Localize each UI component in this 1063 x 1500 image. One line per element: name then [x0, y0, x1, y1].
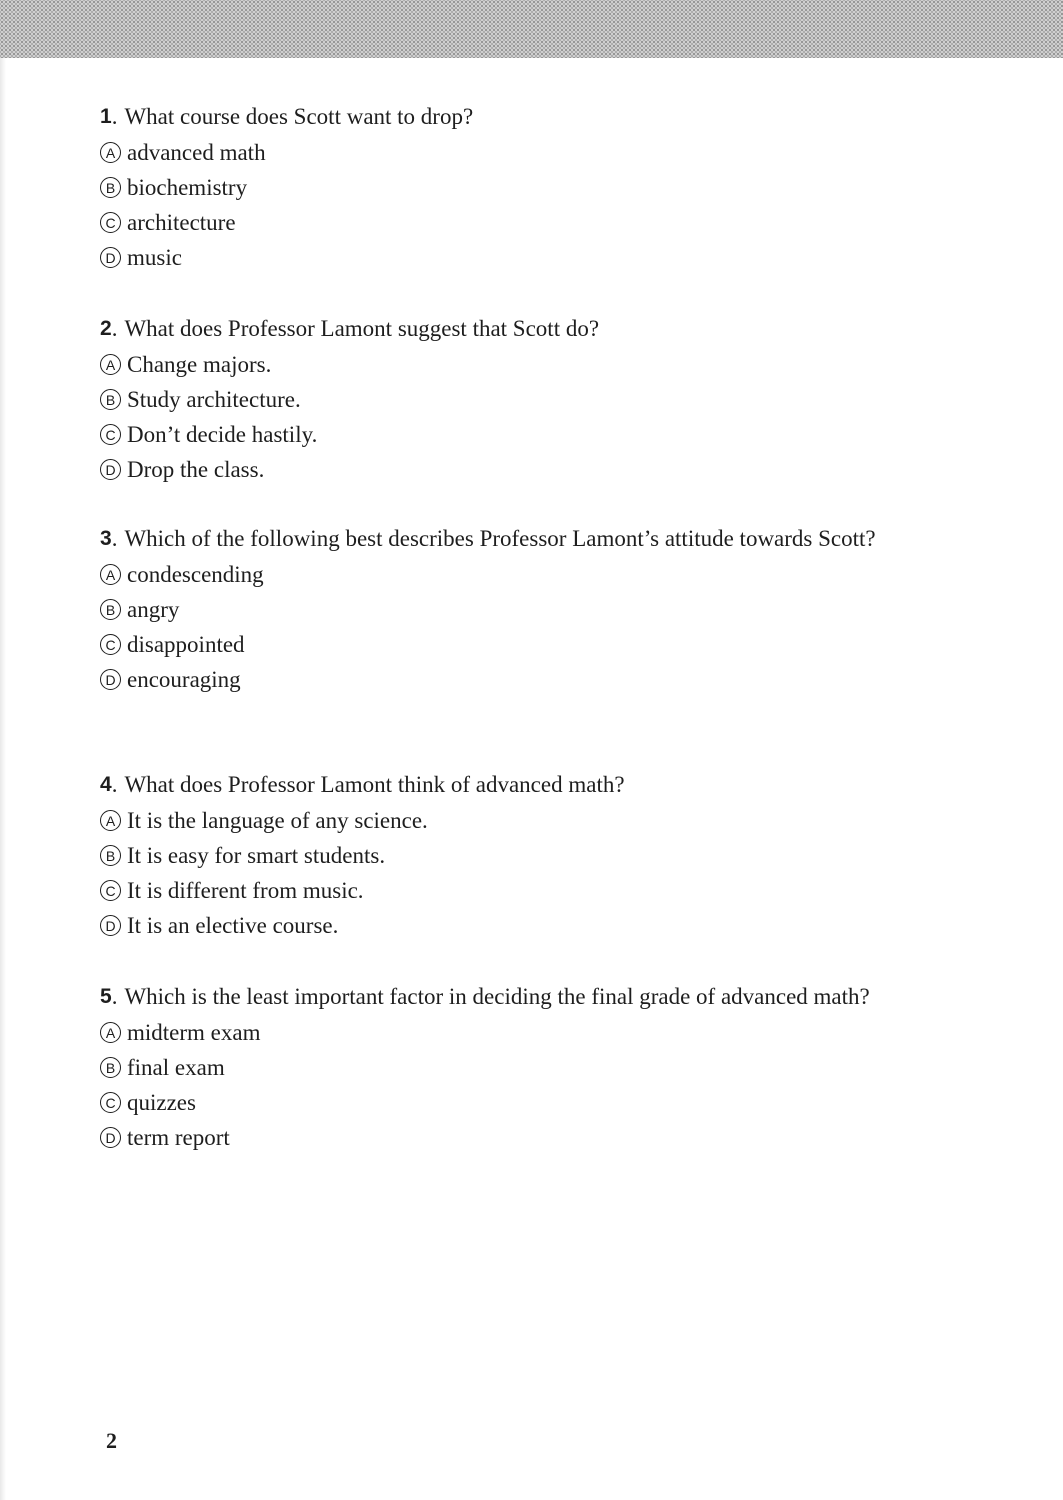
- question-1: [100, 99, 930, 275]
- option-d[interactable]: [100, 452, 930, 487]
- page-number: 2: [106, 1428, 117, 1453]
- question-text: What course does Scott want to drop?: [124, 104, 474, 129]
- option-d[interactable]: [100, 1120, 930, 1155]
- option-a[interactable]: [100, 557, 930, 592]
- option-d[interactable]: [100, 662, 930, 697]
- circled-letter-icon: B: [100, 1057, 121, 1078]
- question-5: [100, 979, 930, 1155]
- circled-letter-icon: B: [100, 599, 121, 620]
- option-b[interactable]: [100, 382, 930, 417]
- option-text: condescending: [127, 561, 264, 587]
- option-text: It is an elective course.: [127, 912, 339, 938]
- question-text: What does Professor Lamont suggest that Scott do?: [124, 316, 600, 341]
- option-a[interactable]: [100, 135, 930, 170]
- option-text: advanced math: [127, 139, 266, 165]
- option-text: music: [127, 244, 182, 270]
- option-b[interactable]: [100, 592, 930, 627]
- option-text: quizzes: [127, 1089, 196, 1115]
- option-text: Drop the class.: [127, 456, 265, 482]
- option-text: biochemistry: [127, 174, 248, 200]
- question-text: Which of the following best describes Professor Lamont’s attitude towards Scott?: [124, 526, 876, 551]
- circled-letter-icon: D: [100, 1127, 121, 1148]
- circled-letter-icon: A: [100, 1022, 121, 1043]
- circled-letter-icon: A: [100, 142, 121, 163]
- option-a[interactable]: [100, 803, 930, 838]
- option-c[interactable]: [100, 627, 930, 662]
- option-c[interactable]: [100, 873, 930, 908]
- option-c[interactable]: [100, 417, 930, 452]
- option-text: It is easy for smart students.: [127, 842, 386, 868]
- option-list: [100, 1015, 930, 1155]
- question-3: [100, 521, 930, 697]
- option-text: architecture: [127, 209, 236, 235]
- circled-letter-icon: D: [100, 459, 121, 480]
- question-number: 3: [100, 527, 112, 550]
- circled-letter-icon: C: [100, 880, 121, 901]
- option-d[interactable]: [100, 240, 930, 275]
- option-text: term report: [127, 1124, 230, 1150]
- circled-letter-icon: C: [100, 1092, 121, 1113]
- option-list: [100, 557, 930, 697]
- option-a[interactable]: [100, 1015, 930, 1050]
- circled-letter-icon: C: [100, 212, 121, 233]
- option-text: It is the language of any science.: [127, 807, 428, 833]
- option-b[interactable]: [100, 1050, 930, 1085]
- circled-letter-icon: D: [100, 915, 121, 936]
- question-4: [100, 767, 930, 943]
- circled-letter-icon: C: [100, 424, 121, 445]
- circled-letter-icon: A: [100, 354, 121, 375]
- option-text: Don’t decide hastily.: [127, 421, 318, 447]
- scanned-header-band: [0, 0, 1063, 58]
- question-stem: 2 . What does Professor Lamont suggest that Scott do?: [100, 311, 930, 347]
- question-number: 4: [100, 773, 112, 796]
- scan-edge-shadow: [0, 58, 6, 1500]
- option-list: [100, 135, 930, 275]
- option-text: Study architecture.: [127, 386, 301, 412]
- question-stem: 4 . What does Professor Lamont think of advanced math?: [100, 767, 930, 803]
- question-number: 5: [100, 985, 112, 1008]
- question-text: Which is the least important factor in deciding the final grade of advanced math?: [124, 984, 870, 1009]
- question-stem: 5 . Which is the least important factor in deciding the final grade of advanced math?: [100, 979, 930, 1015]
- circled-letter-icon: A: [100, 564, 121, 585]
- option-text: angry: [127, 596, 180, 622]
- option-text: midterm exam: [127, 1019, 261, 1045]
- option-text: disappointed: [127, 631, 245, 657]
- option-c[interactable]: [100, 205, 930, 240]
- circled-letter-icon: A: [100, 810, 121, 831]
- question-2: [100, 311, 930, 487]
- circled-letter-icon: C: [100, 634, 121, 655]
- circled-letter-icon: B: [100, 389, 121, 410]
- question-stem: 1 . What course does Scott want to drop?: [100, 99, 930, 135]
- circled-letter-icon: B: [100, 177, 121, 198]
- option-text: It is different from music.: [127, 877, 364, 903]
- option-b[interactable]: [100, 838, 930, 873]
- option-a[interactable]: [100, 347, 930, 382]
- circled-letter-icon: D: [100, 669, 121, 690]
- option-list: [100, 803, 930, 943]
- option-c[interactable]: [100, 1085, 930, 1120]
- option-text: encouraging: [127, 666, 241, 692]
- question-text: What does Professor Lamont think of advanced math?: [124, 772, 625, 797]
- question-number: 1: [100, 105, 112, 128]
- question-number: 2: [100, 317, 112, 340]
- option-d[interactable]: [100, 908, 930, 943]
- option-text: Change majors.: [127, 351, 272, 377]
- question-stem: 3 . Which of the following best describes Professor Lamont’s attitude towards Scott?: [100, 521, 930, 557]
- option-b[interactable]: [100, 170, 930, 205]
- option-list: [100, 347, 930, 487]
- circled-letter-icon: B: [100, 845, 121, 866]
- option-text: final exam: [127, 1054, 225, 1080]
- circled-letter-icon: D: [100, 247, 121, 268]
